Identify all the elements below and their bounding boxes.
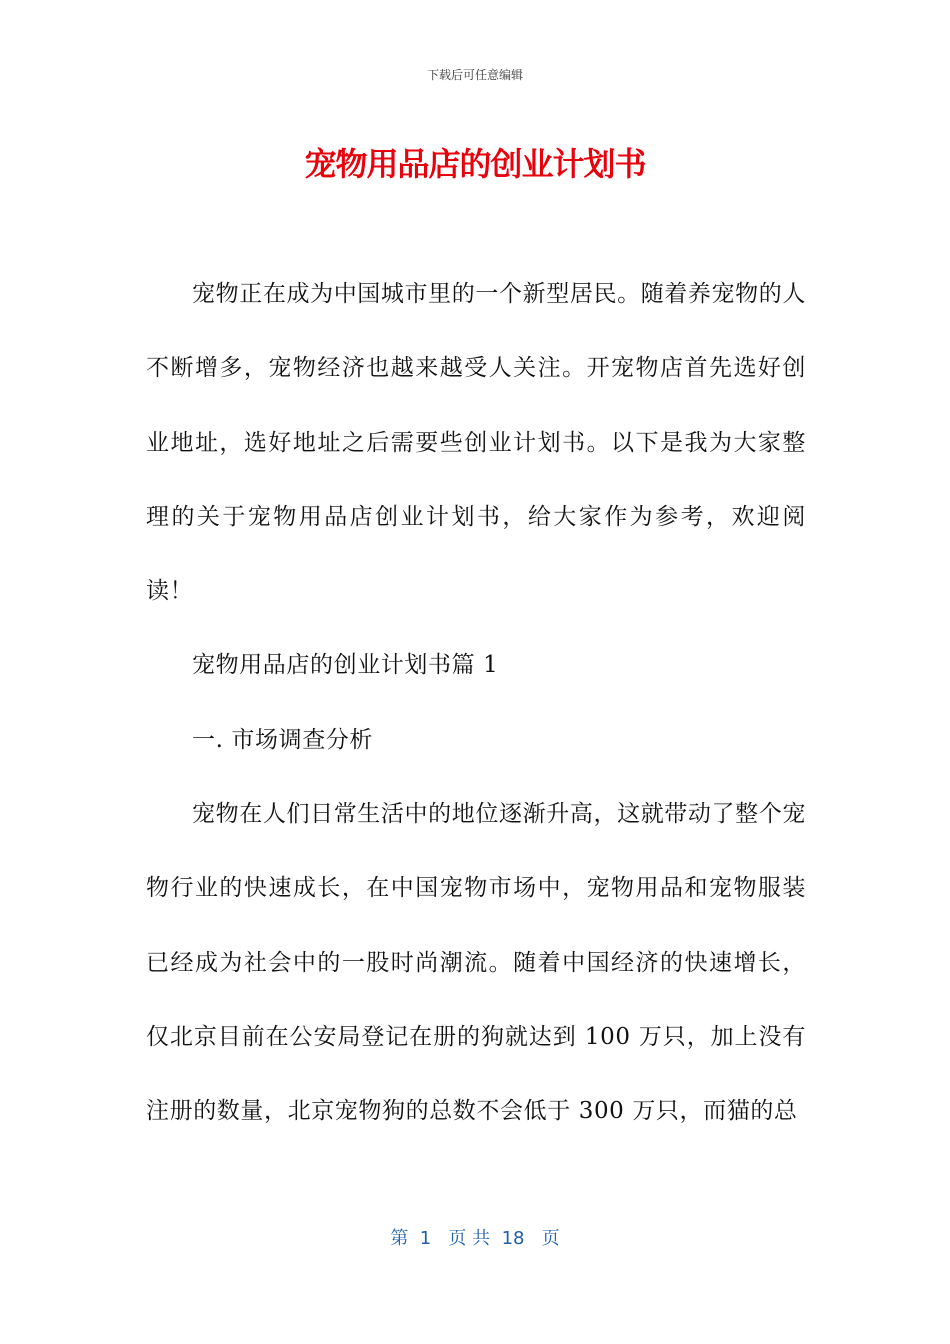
section-heading: 宠物用品店的创业计划书篇 1 — [192, 652, 499, 679]
document-body — [146, 257, 806, 1149]
page-footer: 第 1 页 共 18 页 — [390, 1228, 560, 1249]
market-paragraph: 宠物在人们日常生活中的地位逐渐升高，这就带动了整个宠物行业的快速成长，在中国宠物市场中，宠物用品和宠物服装已经成为社会中的一股时尚潮流。随着中国经济的快速增长，仅北京目前在公安局登记在册的狗就达到 100 万只，加上没有注册的数量，北京宠物狗的总数不会低于 300 万只，而猫的总 — [146, 801, 806, 1125]
document-title: 宠物用品店的创业计划书 — [304, 145, 646, 183]
intro-paragraph: 宠物正在成为中国城市里的一个新型居民。随着养宠物的人不断增多，宠物经济也越来越受人关注。开宠物店首先选好创业地址，选好地址之后需要些创业计划书。以下是我为大家整理的关于宠物用品店创业计划书，给大家作为参考，欢迎阅读！ — [146, 281, 806, 605]
section-subheading: 一. 市场调查分析 — [192, 726, 374, 753]
header-note: 下载后可任意编辑 — [426, 68, 523, 82]
